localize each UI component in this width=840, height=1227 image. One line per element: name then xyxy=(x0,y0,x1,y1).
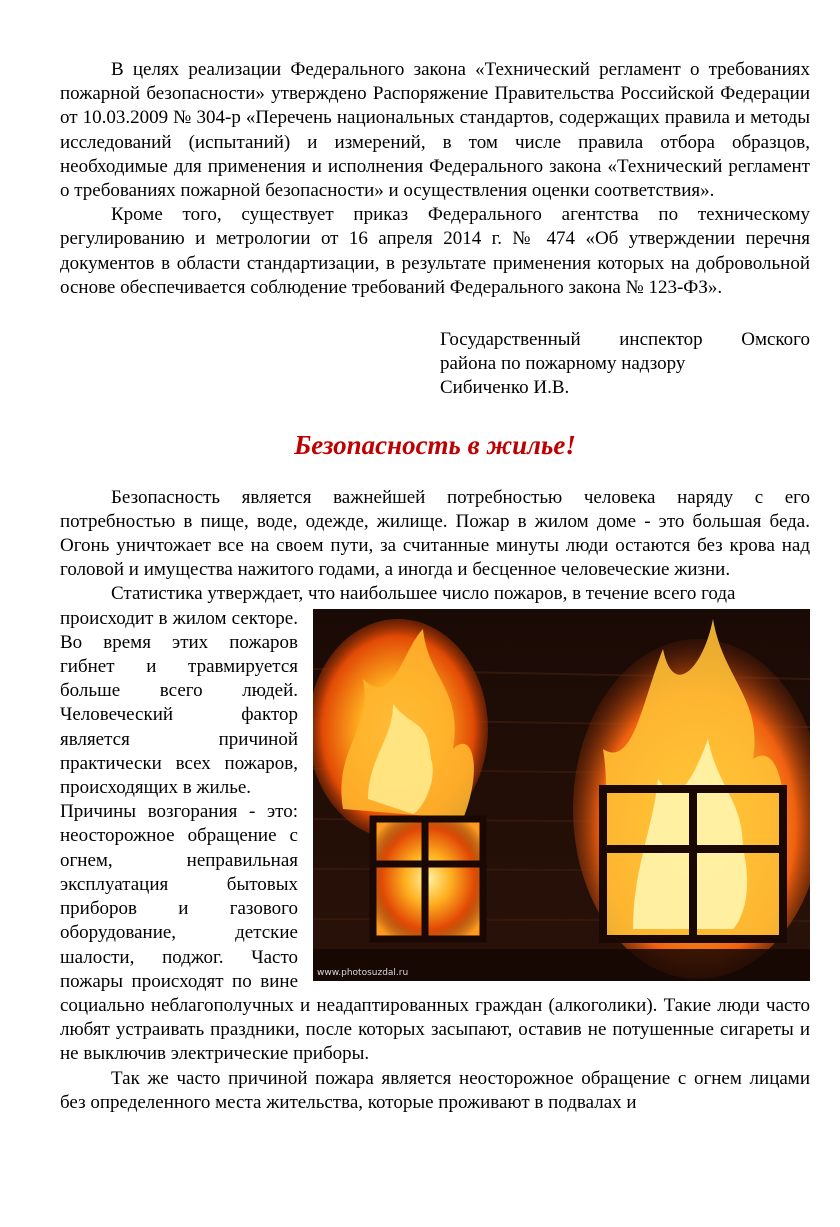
signature-line-position: Государственный инспектор Омского xyxy=(440,329,810,351)
article-paragraph-1: Безопасность является важнейшей потребностью человека наряду с его потребностью в пище, воде, одежде, жилище. Пожар в жилом доме - это большая беда. Огонь уничтожает все на своем пути, за считанные минуты люди остаются без крова над головой и имущества нажитого годами, а иногда и бесценное человеческие жизни. xyxy=(60,486,810,581)
signature-line-name: Сибиченко И.В. xyxy=(440,377,570,399)
article-paragraph-3: Причины возгорания - это: неосторожное обращение с огнем, неправильная эксплуатация бытовых приборов и газового оборудование, детские шалости, поджог. Часто пожары происходят по вине социально неблагополучных и неадаптированных граждан (алкоголики). Такие люди часто любят устраивать праздники, после которых засыпают, оставив не потушенные сигареты и не выключив электрические приборы. xyxy=(60,801,810,1065)
house-fire-photo xyxy=(313,609,810,981)
fire-image-icon xyxy=(313,609,810,981)
article-paragraph-4: Так же часто причиной пожара является неосторожное обращение с огнем лицами без определенного места жительства, которые проживают в подвалах и xyxy=(60,1067,810,1113)
photo-watermark: www.photosuzdal.ru xyxy=(317,967,409,978)
intro-paragraph-2: Кроме того, существует приказ Федерального агентства по техническому регулированию и метрологии от 16 апреля 2014 г. № 474 «Об утверждении перечня документов в области стандартизации, в результате применения которых на добровольной основе обеспечивается соблюдение требований Федерального закона № 123-ФЗ». xyxy=(60,204,810,298)
intro-paragraph-1: В целях реализации Федерального закона «Технический регламент о требованиях пожарной безопасности» утверждено Распоряжение Правительства Российской Федерации от 10.03.2009 № 304-р «Перечень национальных стандартов, содержащих правила и методы исследований (испытаний) и измерений, в том числе правила отбора образцов, необходимые для применения и исполнения Федерального закона «Технический регламент о требованиях пожарной безопасности» и осуществления оценки соответствия». xyxy=(60,59,810,202)
article-paragraph-2-rest: происходит в жилом секторе. Во время этих пожаров гибнет и травмируется больше всего людей. Человеческий фактор является причиной практически всех пожаров, происходящих в жилье. xyxy=(60,607,298,799)
signature-block xyxy=(440,328,810,401)
article-title: Безопасность в жилье! xyxy=(294,429,576,460)
signature-line-department: района по пожарному надзору xyxy=(440,353,686,375)
article-wrapped-section xyxy=(60,607,810,1067)
article-paragraph-2-lead: Статистика утверждает, что наибольшее число пожаров, в течение всего года xyxy=(111,583,736,605)
